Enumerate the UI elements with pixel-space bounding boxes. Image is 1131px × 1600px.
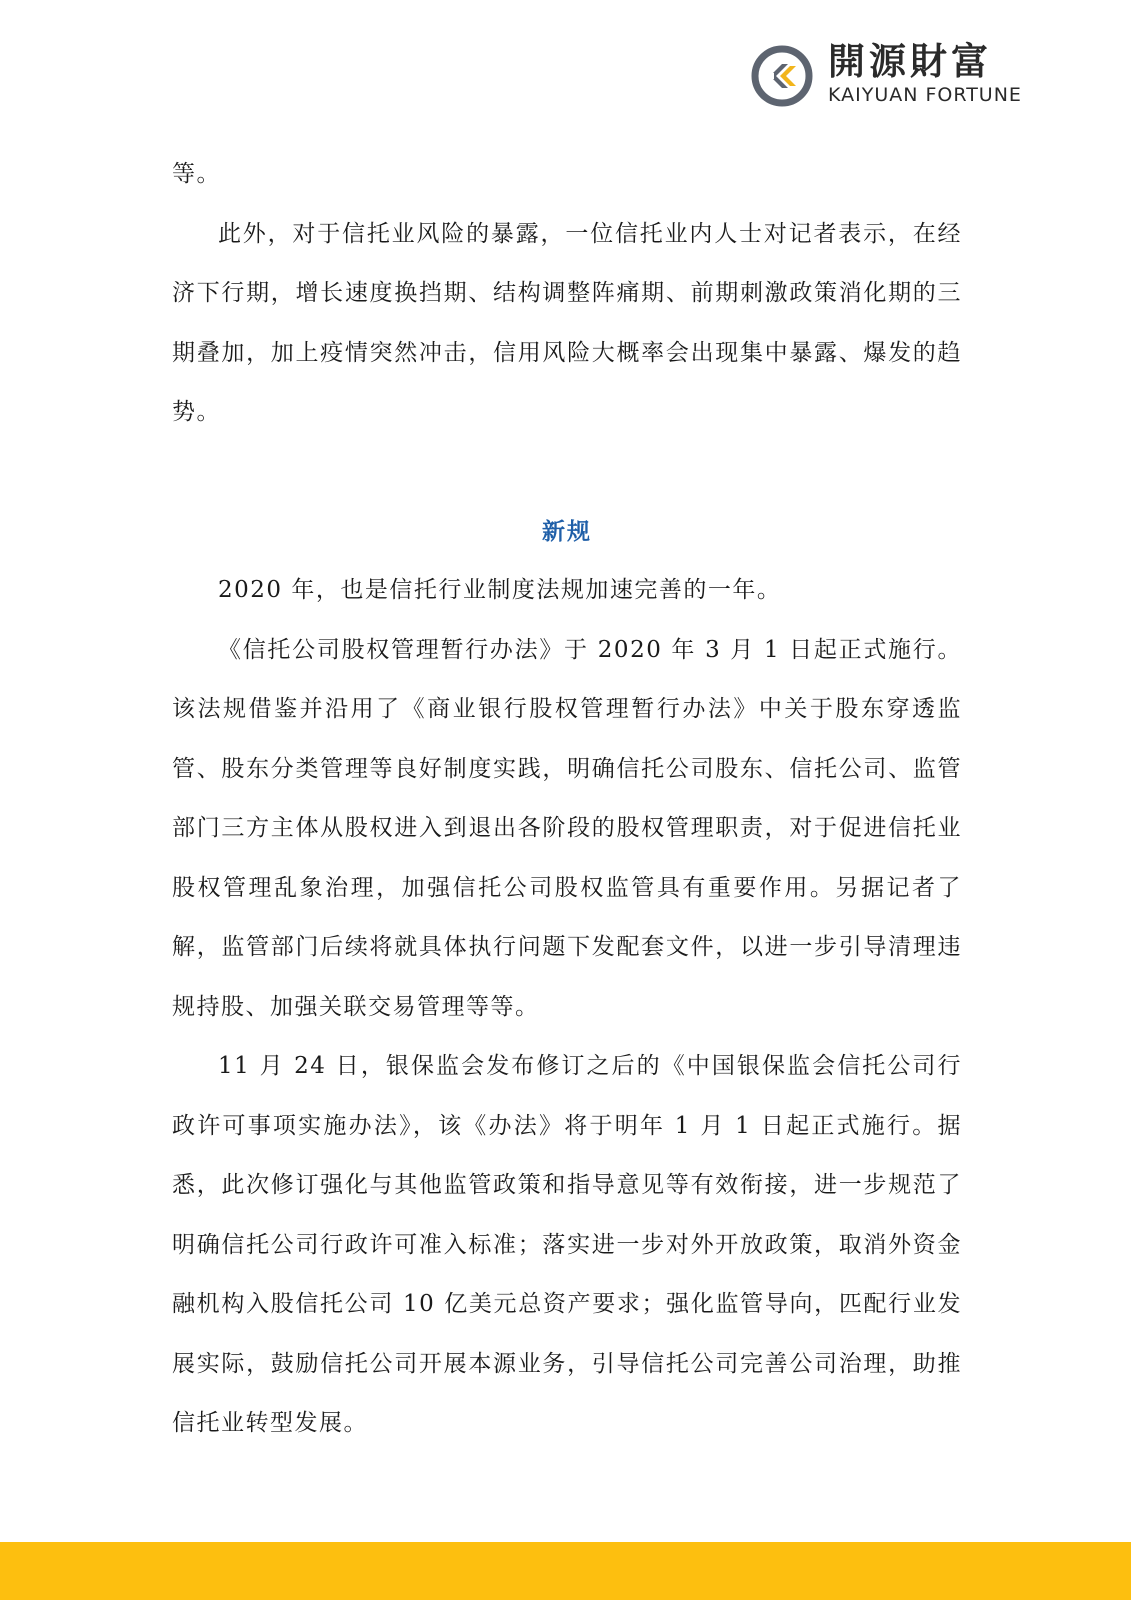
paragraph-risk-exposure: 此外，对于信托业风险的暴露，一位信托业内人士对记者表示，在经济下行期，增长速度换挡期、结构调整阵痛期、前期刺激政策消化期的三期叠加，加上疫情突然冲击，信用风险大概率会出现集中暴露、爆发的趋势。 — [172, 220, 962, 425]
paragraph-administrative-licensing: 11 月 24 日，银保监会发布修订之后的《中国银保监会信托公司行政许可事项实施办法》，该《办法》将于明年 1 月 1 日起正式施行。据悉，此次修订强化与其他监管政策和指导意见等有效衔接，进一步规范了明确信托公司行政许可准入标准；落实进一步对外开放政策，取消外资金融机构入股信托公司 10 亿美元总资产要求；强化监管导向，匹配行业发展实际，鼓励信托公司开展本源业务，引导信托公司完善公司治理，助推信托业转型发展。 — [172, 1053, 962, 1436]
paragraph-continuation: 等。 — [172, 161, 221, 187]
paragraph-2020-regulation: 2020 年，也是信托行业制度法规加速完善的一年。 — [218, 577, 782, 603]
section-spacer — [172, 443, 962, 502]
footer-bar — [0, 1542, 1131, 1600]
logo-chinese-name: 開源財富 — [828, 40, 992, 83]
article-body — [172, 145, 962, 1454]
header-logo — [750, 40, 1050, 110]
paragraph-equity-management: 《信托公司股权管理暂行办法》于 2020 年 3 月 1 日起正式施行。该法规借鉴并沿用了《商业银行股权管理暂行办法》中关于股东穿透监管、股东分类管理等良好制度实践，明确信托公司股东、信托公司、监管部门三方主体从股权进入到退出各阶段的股权管理职责，对于促进信托业股权管理乱象治理，加强信托公司股权监管具有重要作用。另据记者了解，监管部门后续将就具体执行问题下发配套文件，以进一步引导清理违规持股、加强关联交易管理等等。 — [172, 636, 962, 1020]
section-heading: 新规 — [542, 517, 592, 545]
kaiyuan-k-logo-icon — [750, 44, 814, 108]
logo-english-name: KAIYUAN FORTUNE — [828, 84, 1022, 106]
